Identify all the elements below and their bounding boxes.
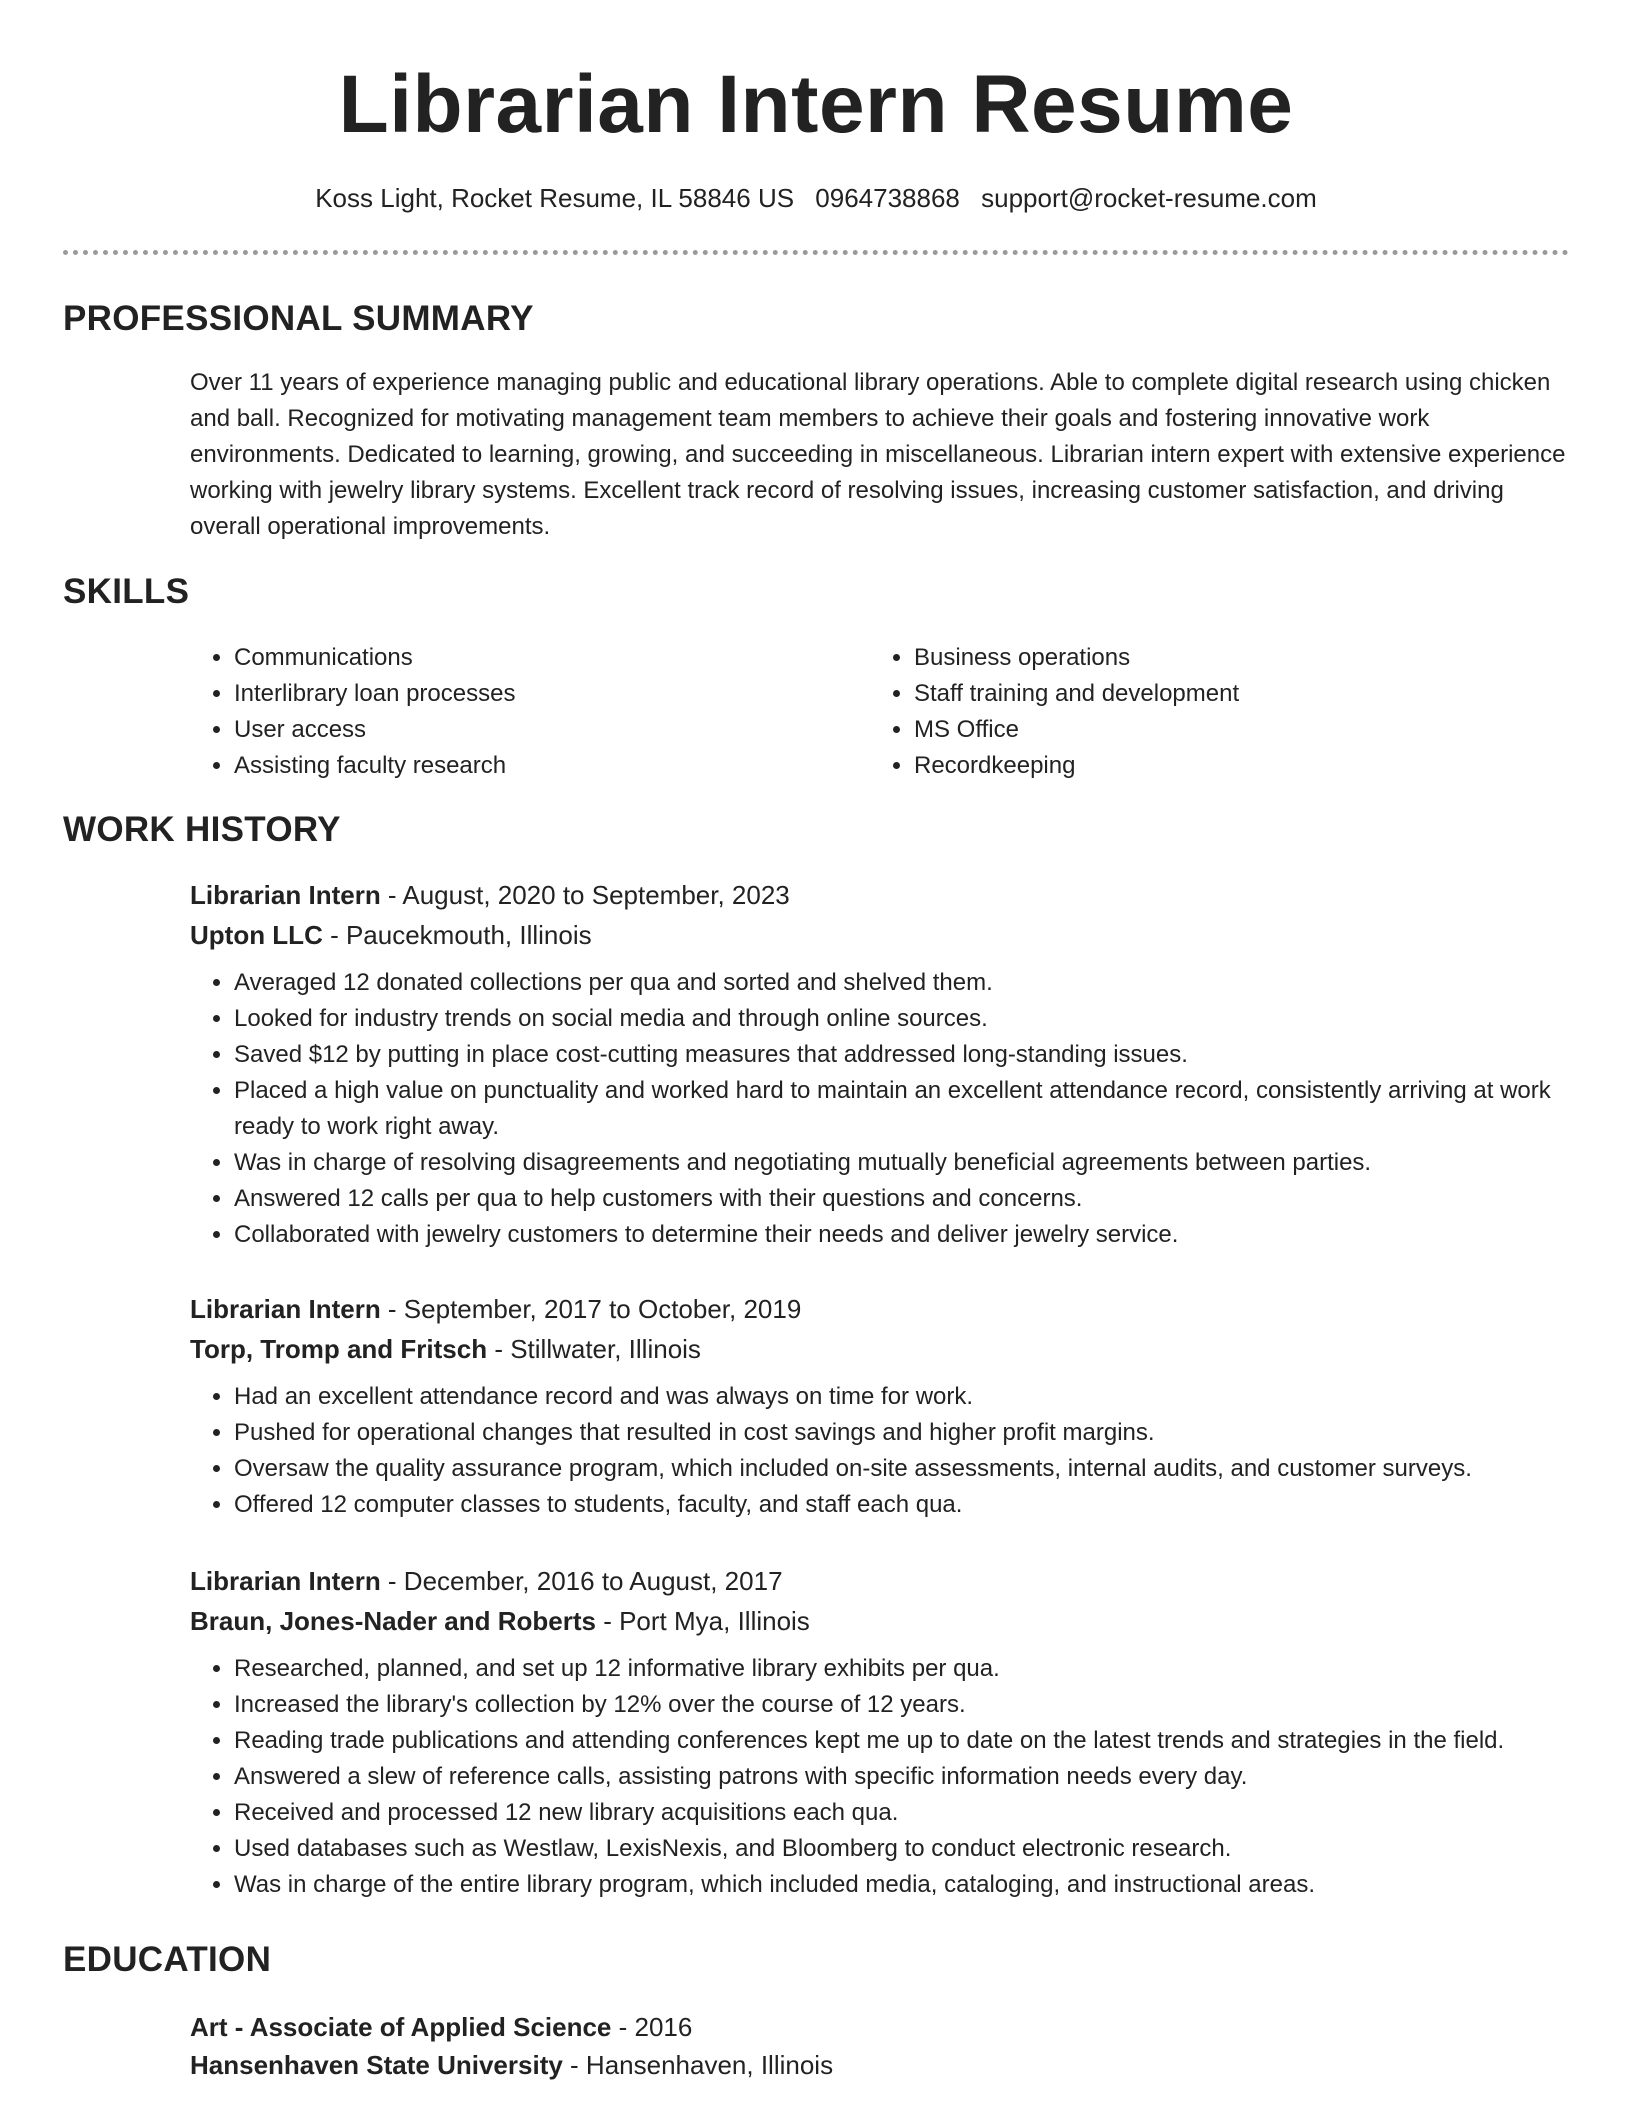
job-dates: - December, 2016 to August, 2017 — [380, 1566, 783, 1596]
job-company: Braun, Jones-Nader and Roberts — [190, 1606, 596, 1636]
job-bullet: • Had an excellent attendance record and was always on time for work. — [234, 1379, 1575, 1415]
job-bullets — [190, 1379, 1575, 1523]
job-location: - Paucekmouth, Illinois — [322, 920, 592, 950]
job-bullet: • Was in charge of resolving disagreements and negotiating mutually beneficial agreements between parties. — [234, 1145, 1575, 1181]
summary-text: Over 11 years of experience managing public and educational library operations. Able to complete digital research using chicken and ball. Recognized for motivating management team members to achieve their goals and fostering innovative work environments. Dedicated to learning, growing, and succeeding in miscellaneous. Librarian intern expert with extensive experience working with jewelry library systems. Excellent track record of resolving issues, increasing customer satisfaction, and driving overall operational improvements. — [190, 369, 1566, 540]
job-company: Upton LLC — [190, 920, 323, 950]
job-entry — [190, 1563, 1575, 1903]
skill-item: • Business operations — [914, 640, 1239, 676]
job-title: Librarian Intern — [190, 1566, 381, 1596]
job-title: Librarian Intern — [190, 1294, 381, 1324]
education-year: - 2016 — [611, 2012, 693, 2042]
job-dates: - September, 2017 to October, 2019 — [380, 1294, 802, 1324]
job-title-line — [190, 1563, 1575, 1599]
job-dates: - August, 2020 to September, 2023 — [380, 880, 790, 910]
job-bullet: • Was in charge of the entire library program, which included media, cataloging, and instructional areas. — [234, 1867, 1575, 1903]
education-school-line — [190, 2046, 1575, 2084]
job-bullet: • Pushed for operational changes that resulted in cost savings and higher profit margins. — [234, 1415, 1575, 1451]
job-bullet: • Averaged 12 donated collections per qua and sorted and shelved them. — [234, 965, 1575, 1001]
job-title-line — [190, 877, 1575, 913]
job-bullet: • Collaborated with jewelry customers to determine their needs and deliver jewelry service. — [234, 1217, 1575, 1253]
skill-item: • Interlibrary loan processes — [234, 676, 515, 712]
job-entry — [190, 1291, 1575, 1523]
job-bullet: • Saved $12 by putting in place cost-cutting measures that addressed long-standing issues. — [234, 1037, 1575, 1073]
education-heading: EDUCATION — [63, 1940, 272, 1979]
skill-item: • MS Office — [914, 712, 1239, 748]
skill-item: • Staff training and development — [914, 676, 1239, 712]
summary-heading: PROFESSIONAL SUMMARY — [63, 299, 534, 338]
job-bullets — [190, 1651, 1575, 1903]
job-bullet: • Offered 12 computer classes to students, faculty, and staff each qua. — [234, 1487, 1575, 1523]
job-bullet: • Reading trade publications and attending conferences kept me up to date on the latest trends and strategies in the field. — [234, 1723, 1575, 1759]
job-bullet: • Looked for industry trends on social media and through online sources. — [234, 1001, 1575, 1037]
header-divider — [63, 250, 1569, 255]
contact-phone: 0964738868 — [815, 183, 960, 213]
job-title: Librarian Intern — [190, 880, 381, 910]
education-school: Hansenhaven State University — [190, 2050, 563, 2080]
job-bullet: • Oversaw the quality assurance program, which included on-site assessments, internal audits, and customer surveys. — [234, 1451, 1575, 1487]
skill-item: • Communications — [234, 640, 515, 676]
education-degree: Art - Associate of Applied Science — [190, 2012, 612, 2042]
job-company-line — [190, 1331, 1575, 1367]
job-bullet: • Answered 12 calls per qua to help customers with their questions and concerns. — [234, 1181, 1575, 1217]
skill-item: • Recordkeeping — [914, 748, 1239, 784]
job-bullet: • Used databases such as Westlaw, LexisNexis, and Bloomberg to conduct electronic research. — [234, 1831, 1575, 1867]
education-entry — [190, 2008, 1575, 2084]
contact-line — [0, 181, 1632, 215]
job-bullet: • Answered a slew of reference calls, assisting patrons with specific information needs every day. — [234, 1759, 1575, 1795]
job-bullet: • Increased the library's collection by 12% over the course of 12 years. — [234, 1687, 1575, 1723]
job-company-line — [190, 917, 1575, 953]
job-company-line — [190, 1603, 1575, 1639]
page-title: Librarian Intern Resume — [338, 59, 1294, 150]
job-location: - Stillwater, Illinois — [487, 1334, 701, 1364]
job-entry — [190, 877, 1575, 1253]
job-title-line — [190, 1291, 1575, 1327]
contact-address: Koss Light, Rocket Resume, IL 58846 US — [315, 183, 795, 213]
contact-email: support@rocket-resume.com — [981, 183, 1317, 213]
job-bullet: • Received and processed 12 new library acquisitions each qua. — [234, 1795, 1575, 1831]
skills-list-left — [190, 640, 515, 784]
skill-item: • Assisting faculty research — [234, 748, 515, 784]
job-bullet: • Placed a high value on punctuality and worked hard to maintain an excellent attendance record, consistently arriving at work ready to work right away. — [234, 1073, 1575, 1145]
education-degree-line — [190, 2008, 1575, 2046]
job-company: Torp, Tromp and Fritsch — [190, 1334, 488, 1364]
education-location: - Hansenhaven, Illinois — [562, 2050, 834, 2080]
skills-heading: SKILLS — [63, 572, 190, 611]
job-bullets — [190, 965, 1575, 1253]
job-location: - Port Mya, Illinois — [595, 1606, 810, 1636]
work-history-heading: WORK HISTORY — [63, 810, 341, 849]
skill-item: • User access — [234, 712, 515, 748]
skills-list-right — [870, 640, 1239, 784]
job-bullet: • Researched, planned, and set up 12 informative library exhibits per qua. — [234, 1651, 1575, 1687]
